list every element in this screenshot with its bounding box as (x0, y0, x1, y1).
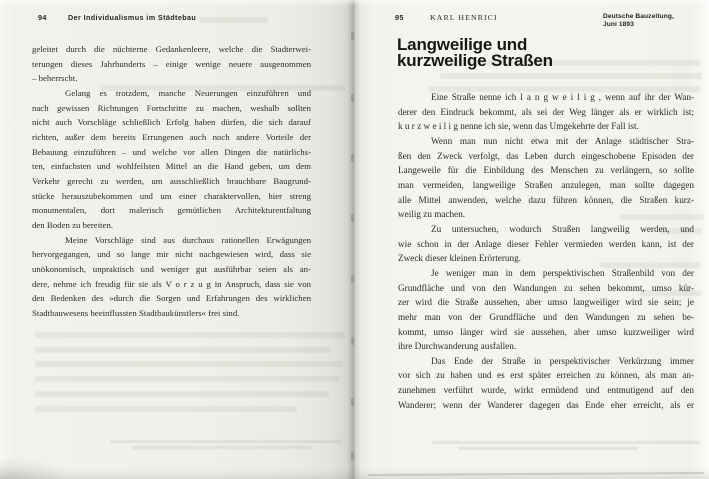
body-line: weilig zu machen. (398, 209, 466, 220)
body-line: ten, einfachsten und wohlfeilsten Mittel an die Hand geben, um dem (32, 161, 311, 172)
body-line: nicht auch Vorschläge schließlich Erfolg haben dürfen, die sich darauf (32, 117, 311, 128)
show-through-text (35, 361, 343, 367)
body-line: – beherrscht. (32, 73, 78, 84)
show-through-text (458, 447, 638, 450)
book-gutter (351, 452, 354, 460)
body-line: richten, außer dem bereits Errungenen auch noch andere Vorteile der (32, 131, 311, 142)
body-line: Zweck dieser kleinen Erörterung. (398, 253, 521, 264)
body-line: Meine Vorschläge sind aus durchaus rationellen Erwägungen (65, 234, 311, 245)
body-line: alle Mittel anwenden, welche dazu führen können, die Straßen kurz- (398, 194, 694, 205)
show-through-text (35, 391, 329, 397)
body-line: Zu untersuchen, wodurch Straßen langweilig werden, und (431, 223, 694, 234)
body-line: hervorgegangen, und so lange mir nicht nachgewiesen wird, dass sie (32, 249, 311, 260)
show-through-text (35, 376, 339, 382)
chapter-title-line2: kurzweilige Straßen (397, 50, 553, 70)
body-line: zer wird die Straße aussehen, aber umso langweiliger wird sie sein; je (398, 297, 694, 308)
book-gutter (351, 337, 354, 345)
left-page-number: 94 (38, 13, 47, 22)
body-line: derer den Eindruck bekommt, als sei der Weg länger als er wirklich ist; (398, 106, 694, 117)
body-line: Das Ende der Straße in perspektivischer Verkürzung immer (431, 355, 694, 366)
chapter-title-line1: Langweilige und (397, 35, 528, 54)
body-line: Wenn man nun nicht etwa mit der Anlage städtischer Stra- (431, 135, 694, 146)
body-line: den Boden zu bereiten. (32, 219, 114, 230)
body-line: Grundfläche und von den Wandungen zu sehen bekommt, umso kür- (398, 282, 694, 293)
show-through-text (132, 446, 312, 449)
body-line: zunehmen verführt wurde, wirkt ermüdend und entmutigend auf den (398, 385, 694, 396)
show-through-text (35, 406, 297, 412)
body-line: dere, nehme ich freudig für sie als V o r z u g in Anspruch, dass sie von (32, 278, 311, 289)
book-gutter (351, 398, 354, 406)
body-line: ßen den Zweck verfolgt, das Leben durch eingeschobene Episoden der (398, 150, 694, 161)
body-line: Wanderer; wenn der Wanderer dagegen das Ende eher erreicht, als er (398, 399, 694, 410)
body-line: k u r z w e i l i g nenne ich sie, wenn das Umgekehrte der Fall ist. (398, 121, 639, 132)
show-through-text (35, 332, 345, 338)
body-line: Stadtbauwesens beeinflussten Stadtbaukünstlers« frei sind. (32, 307, 240, 318)
body-line: Langeweile für die Einbildung des Menschen zu verlängern, so sollte (398, 165, 694, 176)
body-line: terungen dieses Jahrhunderts – einige wenige neuere ausgenommen (32, 58, 311, 69)
chapter-title (397, 37, 553, 68)
right-body-text (398, 90, 694, 412)
body-line: nach gewissen Richtungen Fortschritte zu machen, weshalb sollten (32, 102, 311, 113)
body-line: ihre Durchwanderung ausfallen. (398, 341, 517, 352)
show-through-text (432, 441, 700, 444)
show-through-text (440, 73, 702, 79)
show-through-text (110, 440, 342, 443)
body-line: kommt, umso länger wird sie aussehen, aber umso kurzweiliger wird (398, 326, 694, 337)
body-line: man vermeiden, langweilige Straßen anzulegen, man sollte dagegen (398, 179, 694, 190)
body-line: Verkehr gerecht zu werden, um ausschließlich brauchbare Baugrund- (32, 175, 311, 186)
show-through-text (35, 347, 331, 353)
body-line: den Bedenken des »durch die Sorgen und Erfahrungen des wirklichen (32, 293, 311, 304)
book-gutter (351, 275, 354, 283)
body-line: unökonomisch, unpraktisch und weniger gut ausführbar seien als an- (32, 263, 311, 274)
body-line: monumentalen, dort malerisch gemütlichen Architekturentfaltung (32, 205, 311, 216)
right-page-number: 95 (395, 13, 404, 22)
top-edge-highlight (0, 0, 709, 6)
source-citation (603, 13, 674, 28)
body-line: wie schon in der Anlage dieser Fehler vermieden werden kann, ist der (398, 238, 694, 249)
book-gutter (351, 214, 354, 222)
body-line: vor sich zu haben und es erst später erreichen zu können, als man an- (398, 370, 694, 381)
body-line: geleitet durch die nüchterne Gedankenleere, welche die Stadterwei- (32, 44, 311, 54)
author-name: KARL HENRICI (430, 13, 498, 22)
show-through-text (200, 17, 268, 23)
body-line: Bebauung einzuführen – und welche vor allen Dingen die natürlichs- (32, 146, 311, 157)
body-line: Eine Straße nenne ich l a n g w e i l i g , wenn auf ihr der Wan- (431, 92, 694, 102)
body-line: Je weniger man in dem perspektivischen Straßenbild von der (431, 267, 694, 278)
source-citation-line2: Juni 1893 (603, 20, 634, 28)
left-running-header: Der Individualismus im Städtebau (68, 13, 197, 22)
book-gutter (351, 32, 354, 40)
book-gutter (351, 94, 354, 102)
body-line: stücke herauszubekommen und um einer charaktervollen, hier streng (32, 190, 311, 201)
body-line: mehr man von der Grundfläche und den Wandungen zu sehen be- (398, 311, 694, 322)
left-body-text (32, 42, 311, 320)
book-gutter (351, 154, 354, 162)
source-citation-line1: Deutsche Bauzeitung, (603, 13, 674, 20)
bottom-edge-shadow (0, 467, 709, 479)
body-line: Gelang es trotzdem, manche Neuerungen einzuführen und (65, 87, 311, 98)
